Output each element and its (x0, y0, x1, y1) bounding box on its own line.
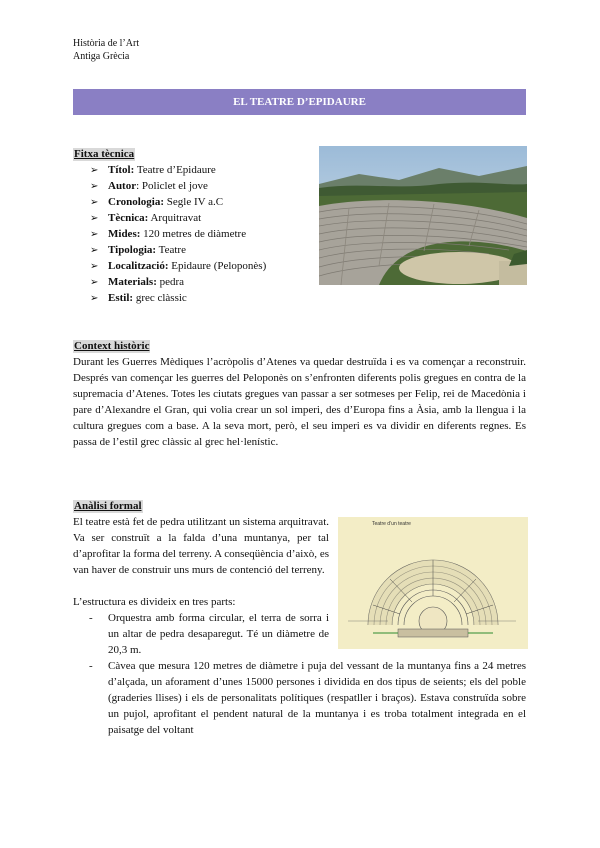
fitxa-value: Arquitravat (148, 212, 202, 224)
fitxa-heading: Fitxa tècnica (74, 148, 135, 160)
fitxa-value: 120 metres de diàmetre (140, 228, 247, 240)
fitxa-value: : Policlet el jove (136, 180, 208, 192)
part-orquestra-text: Orquestra amb forma circular, el terra de sorra i un altar de pedra desaparegut. Té un diàmetre de 20,3 m. (108, 612, 329, 656)
fitxa-label: Estil: (108, 292, 134, 304)
page-title: EL TEATRE D’EPIDAURE (73, 89, 526, 115)
doc-header-subject: Història de l’Art (73, 38, 140, 49)
part-item-cavea (89, 658, 526, 738)
fitxa-label: Tècnica: (108, 212, 149, 224)
fitxa-value: Epidaure (Peloponès) (168, 260, 267, 272)
arrow-bullet-icon: ➢ (90, 165, 99, 176)
parts-intro: L’estructura es divideix en tres parts: (73, 596, 236, 608)
part-item-orquestra (89, 610, 329, 658)
fitxa-label: Mides: (108, 228, 141, 240)
fitxa-item (90, 162, 266, 178)
arrow-bullet-icon: ➢ (90, 277, 99, 288)
analisi-heading: Anàlisi formal (74, 500, 142, 512)
arrow-bullet-icon: ➢ (90, 245, 99, 256)
fitxa-value: Teatre (156, 244, 186, 256)
list-dash: - (89, 660, 93, 672)
fitxa-item (90, 242, 266, 258)
fitxa-value: Segle IV a.C (164, 196, 224, 208)
fitxa-value: Teatre d’Epidaure (134, 164, 216, 176)
plan-caption: Teatre d’un teatre (372, 521, 411, 527)
fitxa-value: pedra (156, 276, 185, 288)
fitxa-item (90, 194, 266, 210)
fitxa-label: Materials: (108, 276, 157, 288)
fitxa-label: Cronologia: (108, 196, 165, 208)
fitxa-label: Autor (108, 180, 137, 192)
fitxa-item (90, 178, 266, 194)
fitxa-item (90, 226, 266, 242)
fitxa-item (90, 274, 266, 290)
arrow-bullet-icon: ➢ (90, 181, 99, 192)
fitxa-label: Tipologia: (108, 244, 157, 256)
part-cavea-text: Càvea que mesura 120 metres de diàmetre i puja del vessant de la muntanya fins a 24 metres d’alçada, un aforament d’unes 15000 persones i dividida en dos tipus de seients; els del poble (graderies llises) i els de personalitats polítiques (respatller i braços). Estava construïda sobre un pujol, aprofitant el pendent natural de la muntanya i es troba totalment integrada en el paisatge del voltant (108, 660, 526, 736)
list-dash: - (89, 612, 93, 624)
fitxa-list (90, 162, 266, 306)
arrow-bullet-icon: ➢ (90, 197, 99, 208)
arrow-bullet-icon: ➢ (90, 293, 99, 304)
arrow-bullet-icon: ➢ (90, 213, 99, 224)
fitxa-item (90, 210, 266, 226)
fitxa-item (90, 290, 266, 306)
fitxa-label: Títol: (108, 164, 135, 176)
analisi-intro: El teatre està fet de pedra utilitzant un sistema arquitravat. Va ser construït a la falda d’una muntanya, per tal d’aprofitar la forma del terreny. A conseqüència d’això, es van haver de construir uns murs de contenció del terreny. (73, 516, 329, 576)
fitxa-value: grec clàssic (133, 292, 187, 304)
theatre-photo (319, 146, 527, 285)
context-paragraph: Durant les Guerres Mèdiques l’acròpolis d’Atenes va quedar destruïda i es va començar a reconstruir. Després van començar les guerres del Peloponès on s’enfronten diferents polis gregues en contra de la supremacia d’Atenes. Totes les ciutats gregues van passar a ser sotmeses per Felip, rei de Macedònia i pare d’Alexandre el Gran, qui volia crear un sol imperi, des d’Europa fins a Àsia, amb la llengua i la cultura gregues com a base. A la seva mort, però, el seu imperi es va dividir en diferents regnes. Es passa de l’estil grec clàssic al grec hel·lenístic. (73, 356, 526, 448)
theatre-plan-diagram (338, 517, 528, 649)
arrow-bullet-icon: ➢ (90, 261, 99, 272)
fitxa-item (90, 258, 266, 274)
doc-header-topic: Antiga Grècia (73, 51, 130, 62)
fitxa-label: Localització: (108, 260, 169, 272)
arrow-bullet-icon: ➢ (90, 229, 99, 240)
context-heading: Context històric (74, 340, 150, 352)
